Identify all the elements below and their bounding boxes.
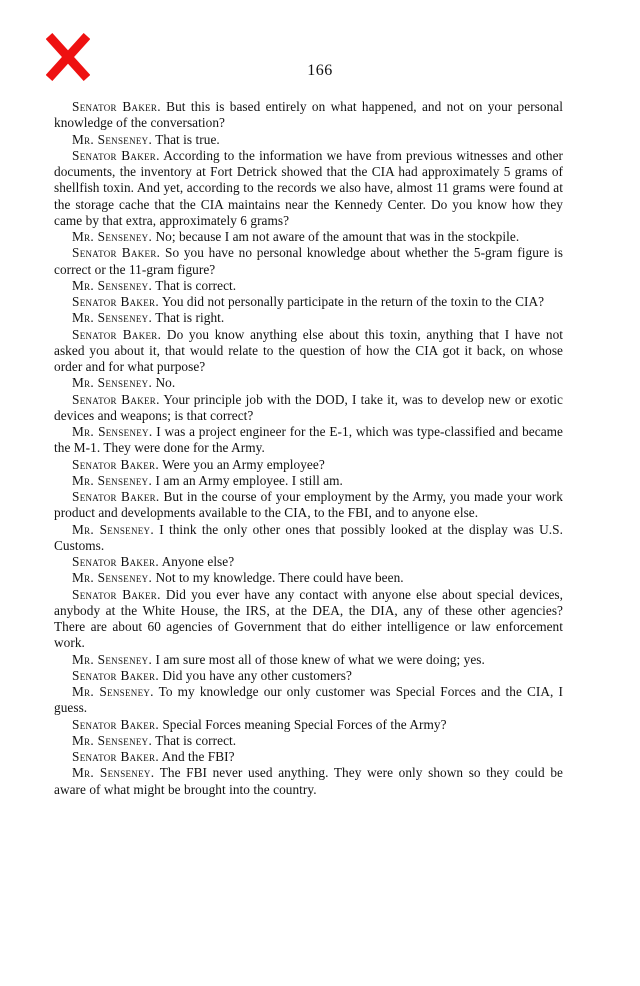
speaker-name: Senator Baker.	[72, 245, 161, 261]
speech-text: No; because I am not aware of the amount that was in the stockpile.	[155, 229, 520, 244]
speaker-name: Senator Baker.	[72, 294, 159, 309]
speech-text: Did you ever have any contact with anyone else about special devices, anybody at the White House, the IRS, at the DEA, the DIA, any of these other agencies? There are about 60 agencies of Government that do either intelligence or law enforcement work.	[54, 586, 564, 651]
speech-text: So you have no personal knowledge about whether the 5-gram figure is correct or the 11-gram figure?	[54, 245, 564, 277]
transcript-paragraph	[54, 684, 563, 717]
speech-text: That is right.	[155, 310, 225, 326]
speaker-name: Senator Baker.	[72, 456, 159, 472]
speaker-name: Mr. Senseney.	[72, 684, 154, 699]
speaker-name: Mr. Senseney.	[72, 131, 153, 147]
speaker-name: Senator Baker.	[72, 391, 160, 407]
speaker-name: Mr. Senseney.	[72, 570, 153, 586]
transcript-paragraph	[54, 424, 563, 457]
transcript-paragraph	[54, 278, 563, 294]
transcript-paragraph	[54, 310, 563, 326]
transcript-paragraph	[54, 245, 563, 278]
speech-text: That is correct.	[155, 732, 237, 748]
speech-text: Did you have any other customers?	[162, 667, 352, 683]
transcript-body	[54, 99, 563, 798]
speaker-name: Senator Baker.	[72, 99, 161, 114]
transcript-paragraph	[54, 652, 563, 668]
speech-text: Special Forces meaning Special Forces of the Army?	[162, 716, 447, 732]
transcript-paragraph	[54, 765, 563, 798]
speech-text: No.	[155, 375, 176, 391]
transcript-paragraph	[54, 294, 563, 310]
transcript-paragraph	[54, 717, 563, 733]
speaker-name: Mr. Senseney.	[72, 375, 153, 391]
speaker-name: Senator Baker.	[72, 147, 160, 163]
transcript-paragraph	[54, 392, 563, 425]
speaker-name: Senator Baker.	[72, 716, 159, 732]
speech-text: The FBI never used anything. They were only shown so they could be aware of what might be brought into the country.	[54, 765, 563, 797]
transcript-paragraph	[54, 473, 563, 489]
speech-text: That is true.	[155, 131, 220, 147]
speaker-name: Mr. Senseney.	[72, 229, 153, 244]
speech-text: Not to my knowledge. There could have been.	[155, 570, 404, 586]
speech-text: I was a project engineer for the E-1, which was type-classified and became the M-1. They were done for the Army.	[54, 424, 563, 456]
speaker-name: Mr. Senseney.	[72, 651, 153, 667]
speaker-name: Mr. Senseney.	[72, 277, 153, 293]
transcript-paragraph	[54, 327, 563, 376]
transcript-paragraph	[54, 749, 563, 765]
speech-text: Your principle job with the DOD, I take it, was to develop new or exotic devices and weapons; is that correct?	[54, 391, 563, 423]
speech-text: Anyone else?	[161, 554, 235, 569]
speaker-name: Senator Baker.	[72, 489, 160, 504]
speech-text: Were you an Army employee?	[162, 456, 325, 472]
transcript-paragraph	[54, 99, 563, 132]
transcript-paragraph	[54, 489, 563, 522]
transcript-paragraph	[54, 229, 563, 245]
speaker-name: Senator Baker.	[72, 586, 161, 602]
speech-text: I am an Army employee. I still am.	[155, 472, 343, 488]
speech-text: But in the course of your employment by the Army, you made your work product and developments available to the CIA, to the FBI, and to anyone else.	[54, 489, 563, 521]
transcript-paragraph	[54, 570, 563, 586]
transcript-paragraph	[54, 587, 563, 652]
speaker-name: Mr. Senseney.	[72, 424, 153, 439]
transcript-paragraph	[54, 148, 563, 229]
transcript-paragraph	[54, 668, 563, 684]
speaker-name: Senator Baker.	[72, 749, 159, 764]
transcript-paragraph	[54, 522, 563, 555]
speaker-name: Senator Baker.	[72, 554, 159, 569]
transcript-paragraph	[54, 457, 563, 473]
speaker-name: Mr. Senseney.	[72, 521, 154, 537]
speech-text: But this is based entirely on what happened, and not on your personal knowledge of the conversation?	[54, 99, 564, 131]
speech-text: I am sure most all of those knew of what we were doing; yes.	[155, 651, 485, 667]
speaker-name: Mr. Senseney.	[72, 765, 155, 781]
transcript-paragraph	[54, 132, 563, 148]
speaker-name: Mr. Senseney.	[72, 472, 153, 488]
speech-text: That is correct.	[155, 277, 237, 293]
speech-text: And the FBI?	[161, 749, 235, 764]
speaker-name: Senator Baker.	[72, 667, 159, 683]
speaker-name: Senator Baker.	[72, 326, 162, 342]
page-number: 166	[307, 62, 333, 79]
speech-text: Do you know anything else about this toxin, anything that I have not asked you about it, that would relate to the question of how the CIA got it back, on whose order and for what purpose?	[54, 326, 564, 374]
transcript-paragraph	[54, 554, 563, 570]
speaker-name: Mr. Senseney.	[72, 732, 153, 748]
transcript-paragraph	[54, 375, 563, 391]
speech-text: You did not personally participate in the return of the toxin to the CIA?	[161, 294, 545, 309]
transcript-paragraph	[54, 733, 563, 749]
speech-text: I think the only other ones that possibly looked at the display was U.S. Customs.	[54, 521, 563, 553]
speech-text: To my knowledge our only customer was Special Forces and the CIA, I guess.	[54, 684, 563, 716]
speaker-name: Mr. Senseney.	[72, 310, 153, 326]
speech-text: According to the information we have from previous witnesses and other documents, the inventory at Fort Detrick showed that the CIA had approximately 5 grams of shellfish toxin. And yet, according to the records we also have, almost 11 grams were found at the storage cache that the CIA maintains near the Kennedy Center. Do you know how they came by that extra, approximately 6 grams?	[54, 147, 564, 228]
